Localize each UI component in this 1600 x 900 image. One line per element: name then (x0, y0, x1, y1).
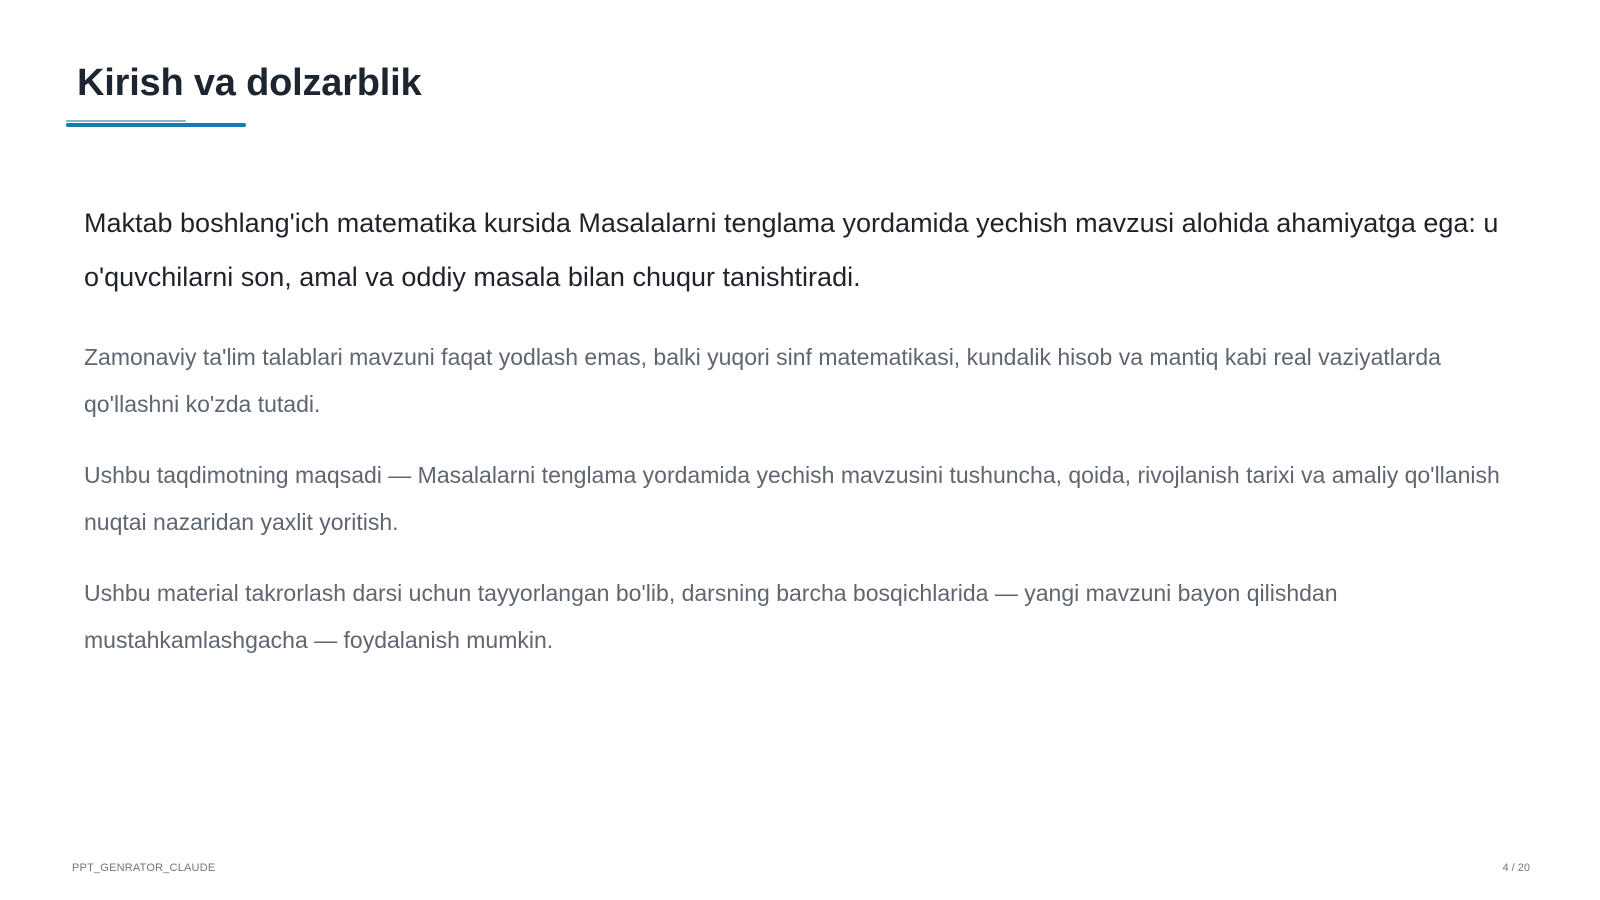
body-paragraph-3: Ushbu material takrorlash darsi uchun tayyorlangan bo'lib, darsning barcha bosqichlarida — yangi mavzuni bayon qilishdan mustahkamlashgacha — foydalanish mumkin. (84, 580, 1338, 653)
lead-paragraph: Maktab boshlang'ich matematika kursida Masalalarni tenglama yordamida yechish mavzusi alohida ahamiyatga ega: u o'quvchilarni son, amal va oddiy masala bilan chuqur tanishtiradi. (84, 208, 1499, 292)
footer-page-number: 4 / 20 (1502, 862, 1530, 874)
title-underline-accent (66, 120, 186, 122)
body-paragraph-1: Zamonaviy ta'lim talablari mavzuni faqat yodlash emas, balki yuqori sinf matematikasi, kundalik hisob va mantiq kabi real vaziyatlarda qo'llashni ko'zda tutadi. (84, 344, 1441, 417)
slide-content (84, 196, 1524, 688)
body-paragraph-2: Ushbu taqdimotning maqsadi — Masalalarni tenglama yordamida yechish mavzusini tushuncha, qoida, rivojlanish tarixi va amaliy qo'llanish nuqtai nazaridan yaxlit yoritish. (84, 462, 1500, 535)
slide-title: Kirish va dolzarblik (77, 62, 422, 104)
footer-source-label: PPT_GENRATOR_CLAUDE (72, 862, 216, 874)
title-underline (66, 123, 246, 127)
